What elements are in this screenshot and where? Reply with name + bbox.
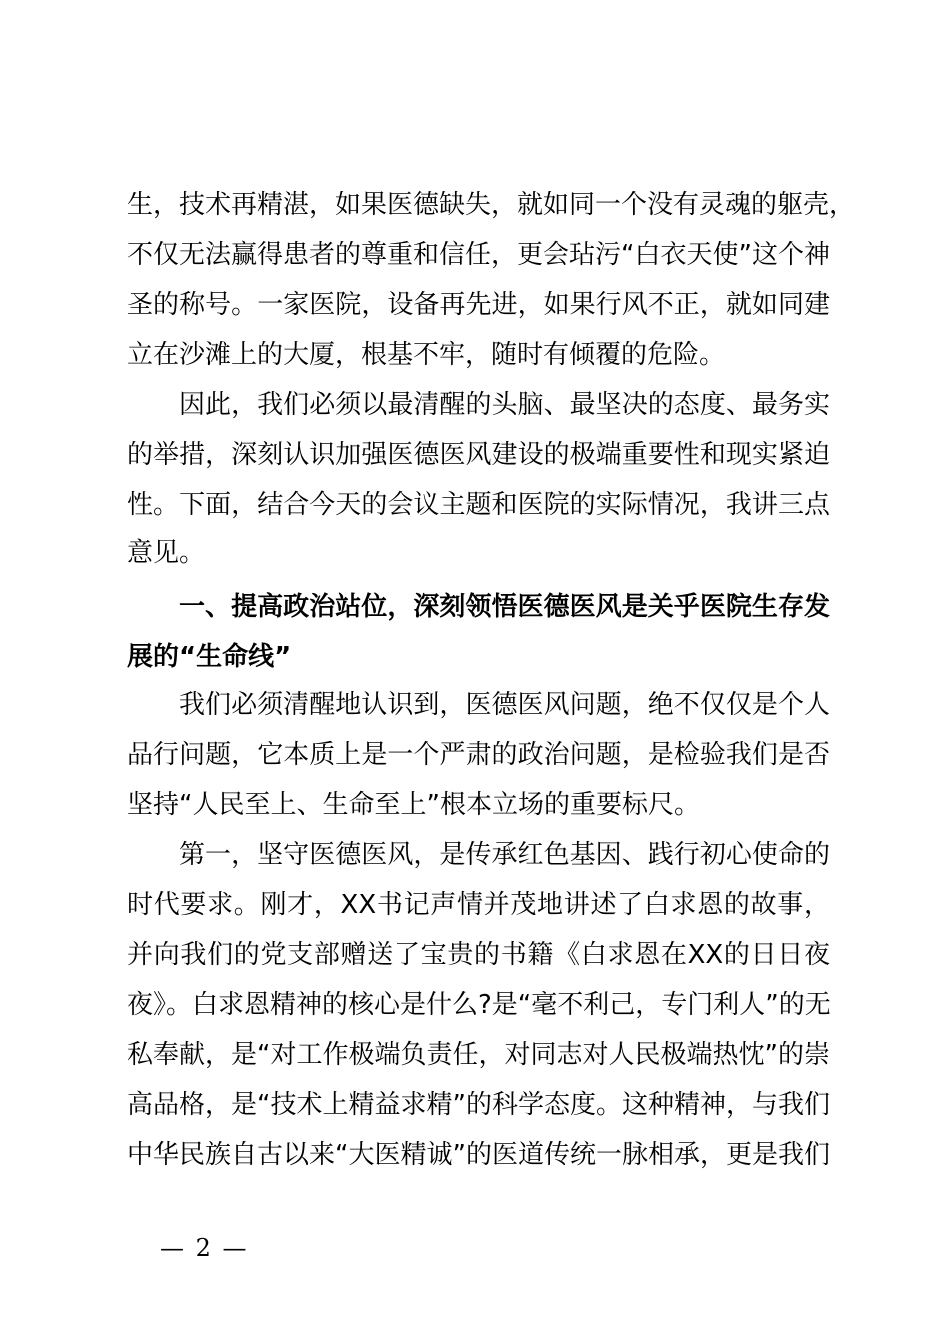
paragraph-first-line: 第一，坚守医德医风，是传承红色基因、践行初心使命的	[179, 840, 830, 870]
text-line: 不仅无法赢得患者的尊重和信任，更会玷污“白衣天使”这个神	[127, 240, 830, 270]
text-line: 生，技术再精湛，如果医德缺失，就如同一个没有灵魂的躯壳，	[127, 190, 856, 220]
section-heading-cont: 展的“生命线”	[127, 642, 292, 672]
text-line: 夜》。白求恩精神的核心是什么?是“毫不利己，专门利人”的无	[127, 990, 831, 1020]
text-line: 中华民族自古以来“大医精诚”的医道传统一脉相承，更是我们	[127, 1140, 830, 1170]
text-line: 圣的称号。一家医院，设备再先进，如果行风不正，就如同建	[127, 290, 830, 320]
text-line: 并向我们的党支部赠送了宝贵的书籍《白求恩在XX的日日夜	[127, 940, 830, 970]
text-line: 意见。	[127, 538, 206, 568]
text-line: 高品格，是“技术上精益求精”的科学态度。这种精神，与我们	[127, 1090, 830, 1120]
paragraph-first-line: 我们必须清醒地认识到，医德医风问题，绝不仅仅是个人	[179, 690, 830, 720]
text-line: 坚持“人民至上、生命至上”根本立场的重要标尺。	[127, 790, 700, 820]
text-line: 私奉献，是“对工作极端负责任，对同志对人民极端热忱”的崇	[127, 1040, 830, 1070]
text-line: 性。下面，结合今天的会议主题和医院的实际情况，我讲三点	[127, 490, 830, 520]
page-number: — 2 —	[160, 1234, 249, 1262]
paragraph-first-line: 因此，我们必须以最清醒的头脑、最坚决的态度、最务实	[179, 390, 830, 420]
text-line: 立在沙滩上的大厦，根基不牢，随时有倾覆的危险。	[127, 340, 726, 370]
text-line: 品行问题，它本质上是一个严肃的政治问题，是检验我们是否	[127, 740, 830, 770]
text-line: 的举措，深刻认识加强医德医风建设的极端重要性和现实紧迫	[127, 440, 830, 470]
section-heading: 一、提高政治站位，深刻领悟医德医风是关乎医院生存发	[179, 592, 830, 622]
text-line: 时代要求。刚才，XX书记声情并茂地讲述了白求恩的故事，	[127, 890, 830, 920]
